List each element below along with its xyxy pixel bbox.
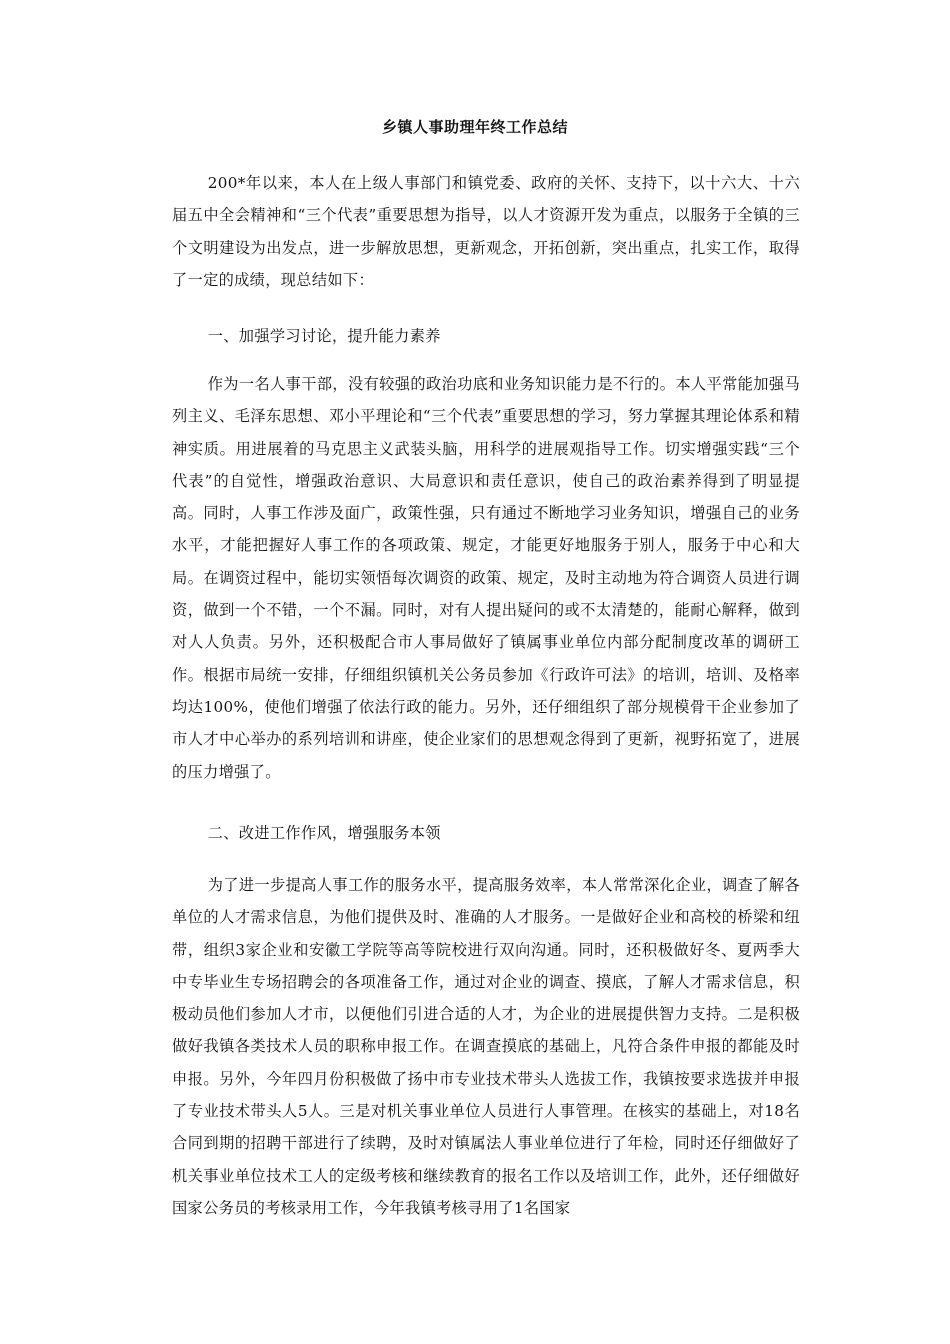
intro-paragraph: 200*年以来，本人在上级人事部门和镇党委、政府的关怀、支持下，以十六大、十六届五中全会精神和“三个代表”重要思想为指导，以人才资源开发为重点，以服务于全镇的三个文明建设为出发点，进一步解放思想，更新观念，开拓创新，突出重点，扎实工作，取得了一定的成绩，现总结如下：: [172, 174, 800, 289]
section-2-paragraph: 为了进一步提高人事工作的服务水平，提高服务效率，本人常常深化企业，调查了解各单位的人才需求信息，为他们提供及时、准确的人才服务。一是做好企业和高校的桥梁和纽带，组织3家企业和安徽工学院等高等院校进行双向沟通。同时，还积极做好冬、夏两季大中专毕业生专场招聘会的各项准备工作，通过对企业的调查、摸底，了解人才需求信息，积极动员他们参加人才市，以便他们引进合适的人才，为企业的进展提供智力支持。二是积极做好我镇各类技术人员的职称申报工作。在调查摸底的基础上，凡符合条件申报的都能及时申报。另外，今年四月份积极做了扬中市专业技术带头人选拔工作，我镇按要求选拔并申报了专业技术带头人5人。三是对机关事业单位人员进行人事管理。在核实的基础上，对18名合同到期的招聘干部进行了续聘，及时对镇属法人事业单位进行了年检，同时还仔细做好了机关事业单位技术工人的定级考核和继续教育的报名工作以及培训工作，此外，还仔细做好国家公务员的考核录用工作，今年我镇考核寻用了1名国家: [172, 876, 800, 1217]
section-heading-2: 二、改进工作作风，增强服务本领: [207, 824, 441, 842]
section-1-paragraph: 作为一名人事干部，没有较强的政治功底和业务知识能力是不行的。本人平常能加强马列主义、毛泽东思想、邓小平理论和“三个代表”重要思想的学习，努力掌握其理论体系和精神实质。用进展着的马克思主义武装头脑，用科学的进展观指导工作。切实增强实践“三个代表”的自觉性，增强政治意识、大局意识和责任意识，使自己的政治素养得到了明显提高。同时，人事工作涉及面广，政策性强，只有通过不断地学习业务知识，增强自己的业务水平，才能把握好人事工作的各项政策、规定，才能更好地服务于别人，服务于中心和大局。在调资过程中，能切实领悟每次调资的政策、规定，及时主动地为符合调资人员进行调资，做到一个不错，一个不漏。同时，对有人提出疑问的或不太清楚的，能耐心解释，做到对人人负责。另外，还积极配合市人事局做好了镇属事业单位内部分配制度改革的调研工作。根据市局统一安排，仔细组织镇机关公务员参加《行政许可法》的培训，培训、及格率均达100%，使他们增强了依法行政的能力。另外，还仔细组织了部分规模骨干企业参加了市人才中心举办的系列培训和讲座，使企业家们的思想观念得到了更新，视野拓宽了，进展的压力增强了。: [172, 375, 800, 781]
document-title: 乡镇人事助理年终工作总结: [381, 118, 568, 136]
section-heading-1: 一、加强学习讨论，提升能力素养: [207, 327, 441, 345]
